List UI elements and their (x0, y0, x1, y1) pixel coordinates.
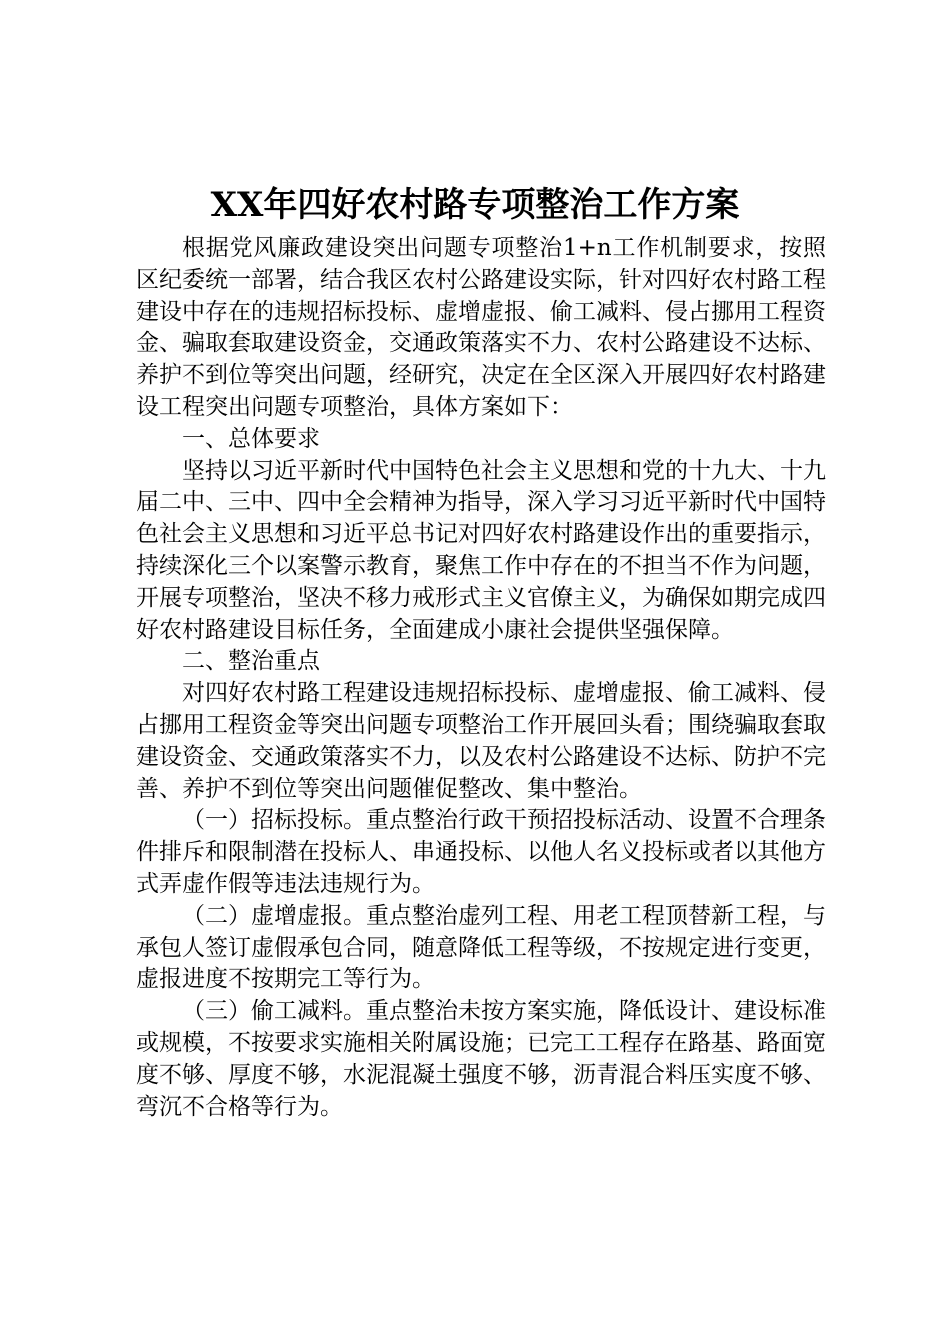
paragraph-bidding: （一）招标投标。重点整治行政干预招投标活动、设置不合理条件排斥和限制潜在投标人、串通投标、以他人名义投标或者以其他方式弄虚作假等违法违规行为。 (136, 807, 826, 897)
document-title: XX年四好农村路专项整治工作方案 (210, 185, 740, 225)
section-heading-key-points: 二、整治重点 (182, 648, 320, 675)
paragraph-key-points: 对四好农村路工程建设违规招标投标、虚增虚报、偷工减料、侵占挪用工程资金等突出问题专项整治工作开展回头看；围绕骗取套取建设资金、交通政策落实不力，以及农村公路建设不达标、防护不完善、养护不到位等突出问题催促整改、集中整治。 (136, 680, 826, 802)
paragraph-false-reporting: （二）虚增虚报。重点整治虚列工程、用老工程顶替新工程，与承包人签订虚假承包合同，随意降低工程等级，不按规定进行变更，虚报进度不按期完工等行为。 (136, 902, 826, 993)
paragraph-intro: 根据党风廉政建设突出问题专项整治1+n工作机制要求，按照区纪委统一部署，结合我区农村公路建设实际，针对四好农村路工程建设中存在的违规招标投标、虚增虚报、偷工减料、侵占挪用工程资金、骗取套取建设资金，交通政策落实不力、农村公路建设不达标、养护不到位等突出问题，经研究，决定在全区深入开展四好农村路建设工程突出问题专项整治，具体方案如下： (136, 235, 826, 420)
paragraph-cutting-corners: （三）偷工减料。重点整治未按方案实施，降低设计、建设标准或规模，不按要求实施相关附属设施；已完工工程存在路基、路面宽度不够、厚度不够，水泥混凝土强度不够，沥青混合料压实度不够、弯沉不合格等行为。 (136, 998, 826, 1120)
section-heading-general-requirements: 一、总体要求 (182, 425, 320, 452)
paragraph-general-requirements: 坚持以习近平新时代中国特色社会主义思想和党的十九大、十九届二中、三中、四中全会精神为指导，深入学习习近平新时代中国特色社会主义思想和习近平总书记对四好农村路建设作出的重要指示，持续深化三个以案警示教育，聚焦工作中存在的不担当不作为问题，开展专项整治，坚决不移力戒形式主义官僚主义，为确保如期完成四好农村路建设目标任务，全面建成小康社会提供坚强保障。 (136, 457, 826, 643)
document-body (136, 233, 826, 1123)
